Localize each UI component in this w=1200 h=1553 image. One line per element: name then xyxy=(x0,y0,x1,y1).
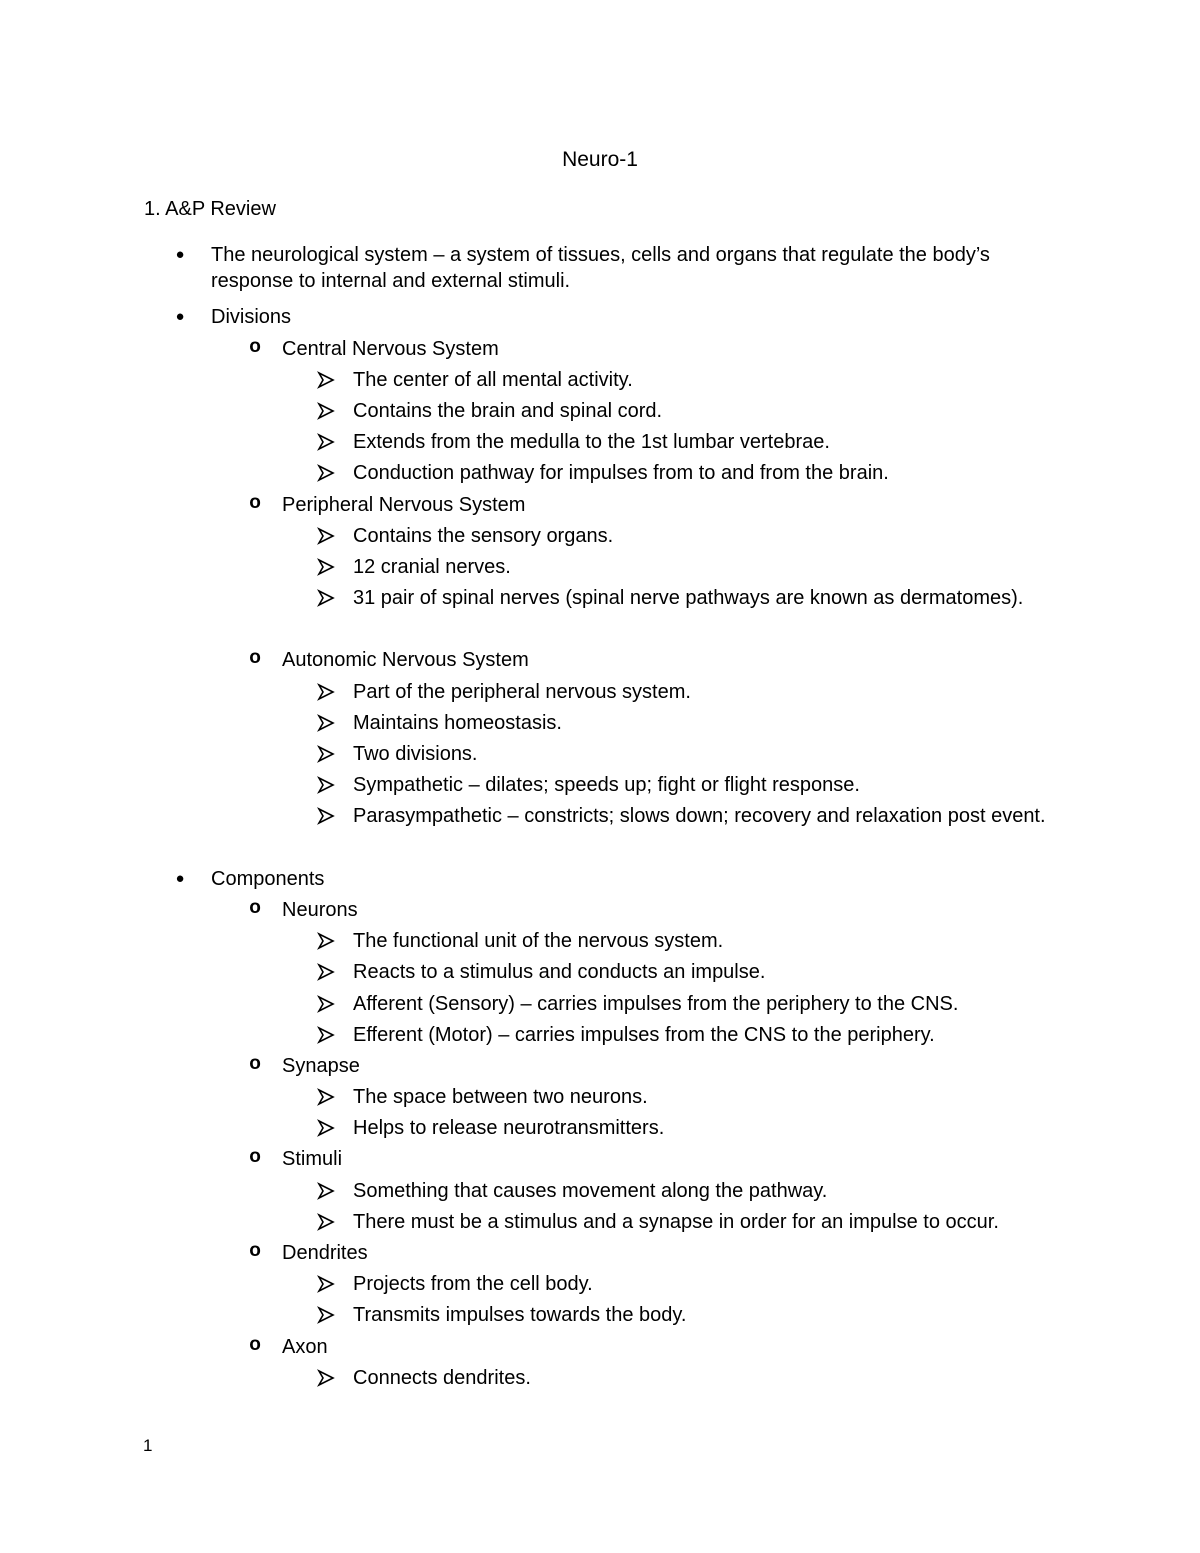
bullet-circle-icon: o xyxy=(249,1052,261,1074)
list-item xyxy=(0,959,1200,990)
document-title: Neuro-1 xyxy=(562,148,638,171)
sublist-item-axon xyxy=(0,1334,1200,1365)
arrowhead-bullet-icon xyxy=(317,773,337,794)
list-item-text: Reacts to a stimulus and conducts an impulse. xyxy=(353,961,766,984)
page-number: 1 xyxy=(143,1436,153,1455)
arrowhead-bullet-icon xyxy=(317,992,337,1013)
sublist-item-ans xyxy=(0,647,1200,678)
list-item-text: Conduction pathway for impulses from to and from the brain. xyxy=(353,462,889,485)
sublist-item-synapse xyxy=(0,1053,1200,1084)
sublist-item-text: Autonomic Nervous System xyxy=(282,649,529,672)
sublist-item-text: Central Nervous System xyxy=(282,337,499,360)
sublist-item-text: Synapse xyxy=(282,1054,360,1077)
list-item-text: Divisions xyxy=(211,306,292,329)
arrowhead-bullet-icon xyxy=(317,461,337,482)
arrowhead-bullet-icon xyxy=(317,1303,337,1324)
sublist-item-pns xyxy=(0,492,1200,523)
list-item xyxy=(0,991,1200,1022)
sublist-item-stimuli xyxy=(0,1146,1200,1177)
list-item-text: Components xyxy=(211,867,325,890)
list-item-text: Maintains homeostasis. xyxy=(353,711,562,734)
list-item xyxy=(0,741,1200,772)
sublist-item-text: Stimuli xyxy=(282,1148,343,1171)
list-item-components xyxy=(0,866,1200,897)
arrowhead-bullet-icon xyxy=(317,1272,337,1293)
arrowhead-bullet-icon xyxy=(317,1179,337,1200)
arrowhead-bullet-icon xyxy=(317,430,337,451)
arrowhead-bullet-icon xyxy=(317,929,337,950)
list-item-text: Contains the sensory organs. xyxy=(353,524,614,547)
bullet-circle-icon: o xyxy=(249,1333,261,1355)
list-item-text: The center of all mental activity. xyxy=(353,368,633,391)
list-item xyxy=(0,460,1200,491)
arrowhead-bullet-icon xyxy=(317,1023,337,1044)
arrowhead-bullet-icon xyxy=(317,1366,337,1387)
list-item-text: Projects from the cell body. xyxy=(353,1273,593,1296)
sublist-item-cns xyxy=(0,336,1200,367)
bullet-dot-icon: ● xyxy=(175,246,185,263)
list-item-text: Transmits impulses towards the body. xyxy=(353,1304,687,1327)
arrowhead-bullet-icon xyxy=(317,1210,337,1231)
sublist-item-neurons xyxy=(0,897,1200,928)
bullet-circle-icon: o xyxy=(249,1146,261,1168)
list-item-text: Extends from the medulla to the 1st lumbar vertebrae. xyxy=(353,431,830,454)
list-item xyxy=(0,710,1200,741)
sublist-item-text: Dendrites xyxy=(282,1242,368,1265)
arrowhead-bullet-icon xyxy=(317,960,337,981)
list-item-text: The space between two neurons. xyxy=(353,1086,648,1109)
bullet-dot-icon: ● xyxy=(175,869,185,887)
list-item xyxy=(0,772,1200,803)
bullet-circle-icon: o xyxy=(249,1240,261,1262)
bullet-circle-icon: o xyxy=(249,335,261,357)
list-item-divisions xyxy=(0,304,1200,335)
bullet-circle-icon: o xyxy=(249,491,261,513)
arrowhead-bullet-icon xyxy=(317,586,337,607)
list-item-text: Helps to release neurotransmitters. xyxy=(353,1117,665,1140)
list-item xyxy=(0,928,1200,959)
list-item-text: There must be a stimulus and a synapse in order for an impulse to occur. xyxy=(353,1210,999,1233)
sublist-item-text: Neurons xyxy=(282,898,358,921)
sublist-item-dendrites xyxy=(0,1240,1200,1271)
list-item xyxy=(0,1271,1200,1302)
list-item xyxy=(0,1365,1200,1396)
outline-list xyxy=(0,242,1200,1396)
arrowhead-bullet-icon xyxy=(317,804,337,825)
list-item-text: 31 pair of spinal nerves (spinal nerve pathways are known as dermatomes). xyxy=(353,587,1024,610)
list-item xyxy=(0,1022,1200,1053)
arrowhead-bullet-icon xyxy=(317,399,337,420)
arrowhead-bullet-icon xyxy=(317,1085,337,1106)
sublist-item-text: Peripheral Nervous System xyxy=(282,493,526,516)
list-item xyxy=(0,1302,1200,1333)
list-item xyxy=(0,554,1200,585)
bullet-circle-icon: o xyxy=(249,896,261,918)
list-item xyxy=(0,1115,1200,1146)
list-item xyxy=(0,585,1200,647)
list-item-text: Parasympathetic – constricts; slows down; recovery and relaxation post event. xyxy=(353,805,1046,828)
arrowhead-bullet-icon xyxy=(317,680,337,701)
bullet-circle-icon: o xyxy=(249,647,261,669)
list-item xyxy=(0,367,1200,398)
list-item xyxy=(0,679,1200,710)
list-item xyxy=(0,242,1200,304)
list-item xyxy=(0,429,1200,460)
list-item xyxy=(0,803,1200,865)
list-item-text: Two divisions. xyxy=(353,743,478,766)
list-item xyxy=(0,523,1200,554)
list-item-text: Sympathetic – dilates; speeds up; fight or flight response. xyxy=(353,774,860,797)
list-item-text: Afferent (Sensory) – carries impulses from the periphery to the CNS. xyxy=(353,992,959,1015)
bullet-dot-icon: ● xyxy=(175,308,185,326)
section-heading: 1. A&P Review xyxy=(144,198,276,220)
list-item xyxy=(0,1178,1200,1209)
sublist-item-text: Axon xyxy=(282,1335,328,1358)
list-item xyxy=(0,398,1200,429)
arrowhead-bullet-icon xyxy=(317,1116,337,1137)
list-item-text: The functional unit of the nervous system. xyxy=(353,930,724,953)
arrowhead-bullet-icon xyxy=(317,742,337,763)
arrowhead-bullet-icon xyxy=(317,555,337,576)
arrowhead-bullet-icon xyxy=(317,711,337,732)
list-item xyxy=(0,1084,1200,1115)
list-item-text: 12 cranial nerves. xyxy=(353,555,511,578)
list-item-text: Connects dendrites. xyxy=(353,1366,531,1389)
list-item xyxy=(0,1209,1200,1240)
list-item-text: Something that causes movement along the pathway. xyxy=(353,1179,828,1202)
list-item-text: Contains the brain and spinal cord. xyxy=(353,399,663,422)
arrowhead-bullet-icon xyxy=(317,368,337,389)
list-item-text: Part of the peripheral nervous system. xyxy=(353,680,691,703)
list-item-text: Efferent (Motor) – carries impulses from the CNS to the periphery. xyxy=(353,1023,935,1046)
arrowhead-bullet-icon xyxy=(317,524,337,545)
list-item-text: The neurological system – a system of tissues, cells and organs that regulate the body’s response to internal and external stimuli. xyxy=(211,244,990,292)
